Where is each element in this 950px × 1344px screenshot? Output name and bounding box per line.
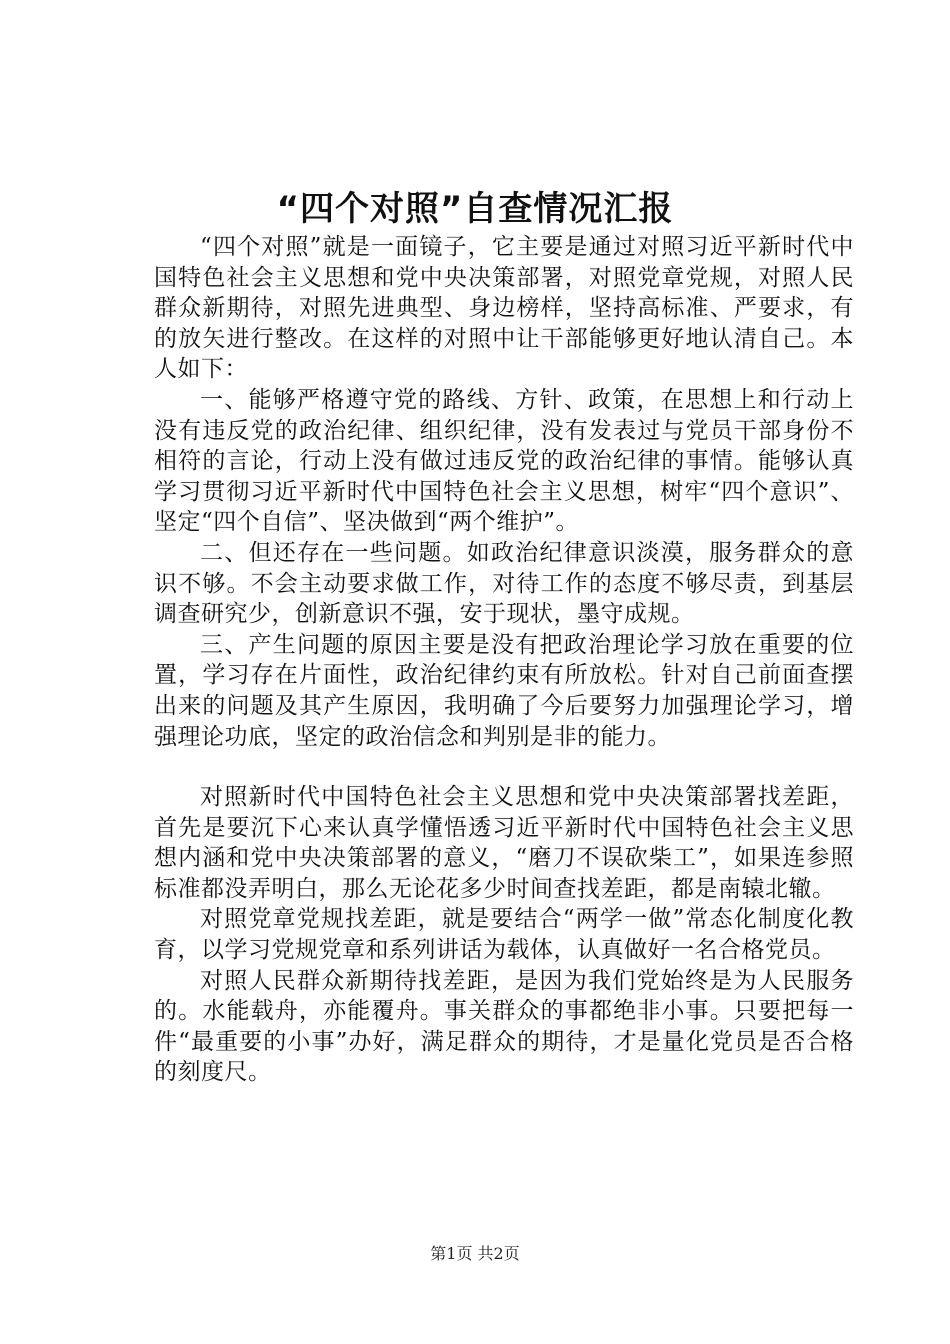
paragraph-compare-charter: 对照党章党规找差距，就是要结合“两学一做”常态化制度化教育，以学习党规党章和系列讲话为载体，认真做好一名合格党员。	[154, 906, 854, 964]
paragraph-intro: “四个对照”就是一面镜子，它主要是通过对照习近平新时代中国特色社会主义思想和党中央决策部署，对照党章党规，对照人民群众新期待，对照先进典型、身边榜样，坚持高标准、严要求，有的放矢进行整改。在这样的对照中让干部能够更好地认清自己。本人如下：	[154, 234, 854, 383]
section-gap	[154, 752, 854, 782]
paragraph-point-one: 一、能够严格遵守党的路线、方针、政策，在思想上和行动上没有违反党的政治纪律、组织纪律，没有发表过与党员干部身份不相符的言论，行动上没有做过违反党的政治纪律的事情。能够认真学习贯彻习近平新时代中国特色社会主义思想，树牢“四个意识”、坚定“四个自信”、坚决做到“两个维护”。	[154, 386, 854, 536]
document-title: “四个对照”自查情况汇报	[276, 189, 674, 229]
paragraph-point-three: 三、产生问题的原因主要是没有把政治理论学习放在重要的位置，学习存在片面性，政治纪律约束有所放松。针对自己前面查摆出来的问题及其产生原因，我明确了今后要努力加强理论学习，增强理论功底，坚定的政治信念和判别是非的能力。	[154, 631, 854, 750]
document-body	[154, 232, 854, 1088]
paragraph-point-two: 二、但还存在一些问题。如政治纪律意识淡漠，服务群众的意识不够。不会主动要求做工作，对待工作的态度不够尽责，到基层调查研究少，创新意识不强，安于现状，墨守成规。	[154, 539, 854, 628]
paragraph-compare-people: 对照人民群众新期待找差距，是因为我们党始终是为人民服务的。水能载舟，亦能覆舟。事关群众的事都绝非小事。只要把每一件“最重要的小事”办好，满足群众的期待，才是量化党员是否合格的刻度尺。	[154, 967, 854, 1086]
paragraph-compare-thought: 对照新时代中国特色社会主义思想和党中央决策部署找差距，首先是要沉下心来认真学懂悟透习近平新时代中国特色社会主义思想内涵和党中央决策部署的意义，“磨刀不误砍柴工”，如果连参照标准都没弄明白，那么无论花多少时间查找差距，都是南辕北辙。	[154, 784, 854, 902]
page-footer: 第1页 共2页	[430, 1244, 520, 1263]
